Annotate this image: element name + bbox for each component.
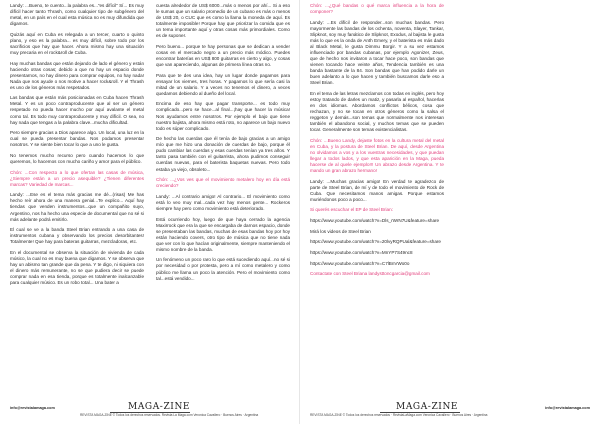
magazine-logo: MAGA-ZINE: [396, 402, 459, 412]
footer-copyright: REVISTA MAGA-ZINE © Todos los derechos reservados · RevistaLaMaga.com Veronica Cavallero · Buenos Aires · Argentina: [310, 413, 488, 417]
interview-paragraph: De hecho las cuerdas que él tenía de bajo gracias a un amigo mío que me hizo una donación de cuerdas de bajo, porque él pudo cambiar las cuerdas y esas cuerdas tenían ya tres años. Y tanto pasa también con el guitarrista, ahora pudimos conseguir cuerdas nuevas, para el baterista baquetas nuevas. Pero todo estaba ya viejo, obsoleto...: [156, 136, 290, 172]
right-page: [300, 0, 600, 424]
interview-question: Chón: ...¿Qué bandas o qué marca influencia a la hora de componer?: [310, 3, 444, 15]
interview-question: Chón: ...¿Vos ves que el movimiento metalero hoy en día está creciendo?: [156, 177, 290, 189]
footer-rule: [380, 412, 460, 413]
video-link[interactable]: https://www.youtube.com/watch?v=Dls_rWrN7U&feature=share: [310, 218, 440, 224]
interview-paragraph: Landy: ...Ese es el tema más gracias me dé...(risas) Me has hecho reír ahora de una manera genial...Te explico... Aquí hay tiendas que venden instrumentos...que un compañito suyo, Argentino, nos ha hecho una especie de documental que no sé si más adelante podrá emitirlo.: [10, 192, 144, 222]
interview-paragraph: Pero siempre gracias a Dios aparece algo. Un local, una luz en la cual se pueda presentar bandas. Nos podamos presentar nosotros. Y se siente bien tocar lo que a uno le gusta.: [10, 130, 144, 148]
interview-paragraph: Landy: ...Bueno, te cuento...la palabra es..."es difícil" Sí... Es muy difícil hacer tanto Thrash, como cualquier tipo de subgénero del metal, en un país en el cual esta música no es muy difundida que digamos.: [10, 3, 144, 27]
interview-question: Chón: ...Bueno Landy, dejaste fotos en la cultura metal del metal en Cuba, y la postura de Steel Brian. De aquí, desde Argentina no olvidamos a vos y a los vuestras necesidades, y que puedan llegar a todos lados, y que esta aparición en la Maga, pueda hacerse de al quele ejemplo!!! Un abrazo desde Argentina. Y te mando un gran abrazo hermano!: [310, 137, 444, 173]
interview-paragraph: Encima de eso hay que pagar transporte... es todo muy complicado...pero se hace...al final...¡hay que hacer la música! Nos ayudamos entre nosotros. Por ejemplo el bajo que tiene nuestro bajista, ahora mismo está roto, no aparece un bajo nuevo todo es súper complicado.: [156, 101, 290, 131]
column-1: [10, 3, 144, 400]
footer-email[interactable]: info@revistalamaga.com: [10, 406, 55, 410]
interview-question: Si querés escuchar el EP de Steel Brian:: [310, 207, 393, 213]
interview-paragraph: No tenemos mucho recurso pero cuando hacemos lo que queremos, lo hacemos con mucho cariño y amor para el público.: [10, 152, 144, 164]
interview-paragraph: En el tema de las letras mezclamos con todas en inglés, pero hoy estoy tratando de darles un matiz, y pasarla al español, hacerlas en dos idiomas. Abordamos conflictos bélicos, cosa que rechazan, y no se tocan en otros géneros como la salsa el reggeton y demás...son temas que normalmente nos interesan también el abandono social, y muchos temas que se pueden tocar. Generalmente son temas existencialistas.: [310, 90, 444, 133]
interview-paragraph: cuesta alrededor de US$ 6000...más o menos por ahí... Si a eso le sumas que un salario promedio de un cubano es más o menos de US$ 20, o CUC que es como la llama la moneda de aquí. Es totalmente imposible! Porque hay que priorizar la comida que es un tema importante aquí y otras cosas más primordiales. Como es de suponer.: [156, 3, 290, 39]
left-footer: [0, 404, 300, 420]
contact-link[interactable]: Contactate con Steel Briana landysttoncgarcia@gmail.com: [310, 271, 430, 277]
interview-paragraph: Hay muchas bandas que están dejando de lado el género y están haciendo otras cosas; debido a que no hay un espacio donde presentarnos, no hay dinero para comprar equipos, no hay nada! Nada que nos ayude o nos motive a hacer rock&roll. Y el Thrash es uno de los géneros más respetados.: [10, 60, 144, 90]
interview-paragraph: Landy: ...Al contrario amigo! Al contrario... El movimiento como está lo veo muy mal...cada vez hay menos gente... Rockeros siempre hay pero como movimiento está deteriorado.: [156, 193, 290, 211]
interview-question: Chón: ...Con respecto a lo que ofertan las casas de música, ¿Siempre están a un precio asequible? ¿Tienen diferentes marcas? Variedad de marcas...: [10, 169, 144, 187]
interview-paragraph: Quizás aquí en Cuba es relegada a un tercer, cuarto o quinto plano, y eso es la palabra... es muy difícil, sobre todo por los sacrificios que hay que hacer. Ahora mismo hay una situación muy precaria en el rock&roll de Cuba.: [10, 31, 144, 55]
interview-paragraph: Landy: ...Muchas gracias amigo! En verdad te agradezco de parte de Steel Brian, de mí y de todo el movimiento de Rock de Cuba. Que necesitamos manos amigas. Porque estamos muriéndonos poco a poco...: [310, 178, 444, 202]
footer-copyright: REVISTA MAGA-ZINE © Todos los derechos reservados. Revista La Maga.com Veronica Cavallero · Buenos Aires · Argentina: [80, 413, 259, 417]
column-4: [456, 3, 590, 400]
interview-paragraph: Las bandas que están más posicionadas en Cuba hacen Thrash Metal. Y es un poco contraproducente que al ser un género respetado no pueda hacer mucho por aquí avalante el metal como tal. Es todo muy contraproducente y muy difícil. O sea, no hay nada que tengas a la palabra clave...mucha dificultad.: [10, 95, 144, 125]
footer-email[interactable]: info@revistalamaga.com: [545, 406, 590, 410]
right-footer: [300, 404, 600, 420]
interview-paragraph: Mirá los videos de Steel Brian: [310, 228, 371, 234]
interview-paragraph: El cual se ve a la banda Steel Brian entrando a una casa de instrumentos cubana y observando los precios desorbitantes! Totalmente! Que hay para bateras guitarras, mezcladoras, etc.: [10, 227, 144, 245]
footer-rule: [110, 412, 190, 413]
interview-paragraph: Un fenómeno un poco raro lo que está sucediendo aquí...no sé si por necesidad o por protesta, pero a mí como metalero y como público me llama un poco la atención. Pero el movimiento como tal...está vendido...: [156, 257, 290, 281]
interview-paragraph: Para que te des una idea, hay un lugar donde pagamos para ensayar los viernes, tres horas. Y pagamos lo que sería casi la mitad de un salario. Y a veces no tenemos el dinero, a veces quedamos debiendo al dueño del local.: [156, 72, 290, 96]
interview-paragraph: En el documental se observa la situación de vivienda de cada músico, la cual no es muy buena que digamos. Y se observa que hay un abismo tan grande que da pena. Y te digo, ni siquiera con el dinero más remunerante, no se que pudiera decir se puede comprar nada en esa tienda, porque es totalmente inalcanzable para cualquier músico. Es un robo total... Una bater a: [10, 249, 144, 286]
video-link[interactable]: https://www.youtube.com/watch?v=C7lBnVWo0o: [310, 260, 410, 266]
column-3: [310, 3, 444, 400]
video-link[interactable]: https://www.youtube.com/watch?v=20lvyRQPUal&feature=share: [310, 239, 441, 245]
column-2: [156, 3, 290, 400]
video-link[interactable]: https://www.youtube.com/watch?v=MnYP7S49nc8: [310, 249, 413, 255]
interview-paragraph: Landy: ...Es difícil de responder...son muchas bandas. Pero mayormente las bandas de los ochenta, noventa, Slayer, Tankar, Slipknot, soy muy fanático de Slipknot, Exodus, al bajista le gusta más lo que es la onda de Anth Emery, y el baterista es más dado al Black Metal, le gusta Dimmu Borgir. Y a su vez estamos influenciado por bandas cubanas, por ejemplo Agonizer, Zeus, que de hecho nos invitaron a tocar hace poco, son bandas que vienen tocando hace veinte años, Tendencia también es una banda bastante de la 84. Son bandas que han podido darle un buen adelanto a lo que hacen y también buscamos darle eso a Steel Brian.: [310, 19, 444, 86]
interview-paragraph: Está ocurriendo hoy, luego de que haya cerrado la agencia Maxirrock que era la que se encargaba de darnos espacio, donde se presentaban las bandas, muchas de esas bandas hoy por hoy están haciendo covers, otro tipo de música que no tiene nada que ver con lo que hacían originalmente, siempre manteniendo el mismo nombre de la banda.: [156, 216, 290, 252]
magazine-logo: MAGA-ZINE: [128, 402, 191, 412]
interview-paragraph: Pero bueno... porque te hay personas que se dedican a vender cosas en el mercado negro a un precio más módico. Puedes encontrar baterías en US$ 800 guitarras en cierto y algo, y cosas que van apareciendo, algunas de primera línea otras no.: [156, 43, 290, 68]
